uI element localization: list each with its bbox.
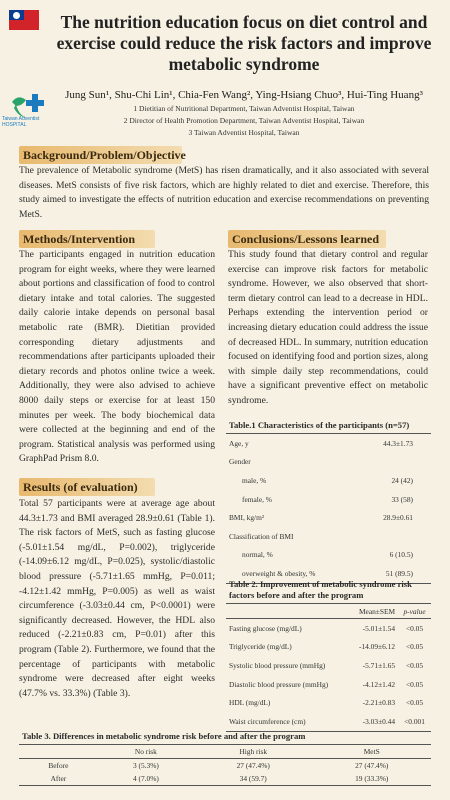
table-cell: -3.03±0.44 [362, 716, 396, 726]
table-header-row [19, 745, 431, 759]
table-cell: 34 (59.7) [239, 774, 267, 783]
table-cell: normal, % [242, 550, 273, 560]
table-cell: Gender [229, 457, 251, 467]
table-row [226, 434, 431, 453]
taiwan-flag-icon [9, 10, 39, 30]
table-3 [19, 729, 431, 786]
table-row [226, 490, 431, 509]
conclusions-heading: Conclusions/Lessons learned [228, 230, 386, 248]
affiliation-3: 3 Taiwan Adventist Hospital, Taiwan [188, 128, 300, 137]
table-header: High risk [239, 747, 268, 756]
table-cell: 51 (89.5) [385, 568, 413, 578]
table-cell: Age, y [229, 438, 249, 448]
table-cell: Classification of BMI [229, 531, 294, 541]
table-cell: -5.71±1.65 [362, 660, 396, 670]
table-cell: Fasting glucose (mg/dL) [229, 623, 302, 633]
table-cell: 27 (47.4%) [355, 761, 389, 770]
table-cell: HDL (mg/dL) [229, 698, 271, 708]
results-text: Total 57 participants were at average age about 44.3±1.73 and BMI averaged 28.9±0.61 (Table 1). The risk factors of MetS, such as fasting glucose (-5.01±1.54 mg/dL, P=0.002), triglyceride (-14.09±6.12 mg/dL, P=0.025), systolic/diastolic blood pressure (-5.71±1.65 mmHg, P=0.011; -4.12±1.42 mmHg, P=0.005) as well as waist circumference (-3.03±0.44 cm, P<0.0001) were significantly decreased. However, the HDL also reduced (-2.21±0.83 cm, P=0.01) after this program (Table 2). Furthermore, we found that the percentage of participants with metabolic syndrome were decreased after eight weeks (47.7% vs. 33.3%) (Table 3). [19, 498, 215, 699]
table-cell: 33 (58) [391, 494, 413, 504]
table-cell: -2.21±0.83 [362, 698, 396, 708]
table-row [226, 527, 431, 546]
methods-text: The participants engaged in nutrition education program for eight weeks, where they were learned about portions and classification of food to control dietary intake and total calories. The suggested daily calorie intake depends on personal basal metabolic rate (BMR). Dietitian provided corresponding dietary adjustments and recommendations after participants uploaded their dietary records and photos online twice a week. Additionally, they were also advised to achieve 8000 daily steps or exercise for at least 150 minutes per week. The body biochemical data were collected at the beginning and end of the program. Statistical analysis was performed using GraphPad Prism 8.0. [19, 249, 215, 465]
methods-heading: Methods/Intervention [19, 230, 155, 248]
table-row [226, 546, 431, 565]
table-header: MetS [363, 747, 380, 756]
table-1-caption: Table.1 Characteristics of the participants (n=57) [226, 418, 431, 434]
table-header: p-value [403, 606, 426, 616]
table-2-caption: Table 2. Improvement of metabolic syndrome risk factors before and after the program [226, 577, 431, 604]
table-header [19, 745, 98, 759]
table-cell: <0.05 [405, 679, 424, 689]
table-row [19, 759, 431, 773]
affiliation-1: 1 Dietitian of Nutritional Department, Taiwan Adventist Hospital, Taiwan [133, 104, 355, 113]
table-cell: 24 (42) [391, 475, 413, 485]
table-cell: 27 (47.4%) [236, 761, 270, 770]
table-row [226, 638, 431, 657]
table-row [226, 693, 431, 712]
table-row [226, 656, 431, 675]
table-row [226, 453, 431, 472]
table-cell: 6 (10.5) [389, 550, 413, 560]
table-row [19, 772, 431, 786]
table-cell: 3 (5.3%) [132, 761, 159, 770]
background-text: The prevalence of Metabolic syndrome (MetS) has risen dramatically, and it also associated with several diseases. MetS consists of five risk factors, which are highly related to diet and exercise. Therefore, this study aimed to investigate the effects of nutrition education and exercise recommendations on preventing MetS. [19, 165, 429, 220]
table-cell: Waist circumference (cm) [229, 716, 306, 726]
table-header: Mean±SEM [358, 606, 396, 616]
table-cell: After [50, 774, 67, 783]
table-header: No risk [134, 747, 157, 756]
table-cell: 44.3±1.73 [383, 438, 413, 448]
table-cell: male, % [242, 475, 267, 485]
poster-title: The nutrition education focus on diet control and exercise could reduce the risk factors and improve metabolic syndrome [56, 12, 432, 74]
table-cell: 4 (7.0%) [132, 774, 159, 783]
table-cell: <0.05 [405, 623, 424, 633]
affiliation-2: 2 Director of Health Promotion Department, Taiwan Adventist Hospital, Taiwan [123, 116, 365, 125]
background-heading: Background/Problem/Objective [19, 146, 182, 164]
conclusions-text: This study found that dietary control and regular exercise can improve risk factors for metabolic syndrome. However, we also observed that short-term dietary control can lead to a decrease in HDL. Perhaps extending the intervention period or increasing dietary education could address the issue of decreased HDL. In summary, nutrition education focused on identifying food and portion sizes, along with simple daily step recommendations, could have a significant preventive effect on metabolic syndrome. [228, 249, 428, 406]
table-cell: 19 (33.3%) [355, 774, 389, 783]
logo-text: Taiwan Adventist HOSPITAL [2, 116, 40, 128]
table-cell: 28.9±0.61 [383, 513, 413, 523]
table-2-body [226, 604, 431, 732]
table-cell: Systolic blood pressure (mmHg) [229, 660, 326, 670]
table-cell [358, 453, 431, 472]
authors: Jung Sun¹, Shu-Chi Lin¹, Chia-Fen Wang², Ying-Hsiang Chuo³, Hui-Ting Huang³ [65, 89, 423, 101]
table-cell: <0.001 [404, 716, 425, 726]
table-1 [226, 418, 431, 584]
table-header-row [226, 604, 431, 619]
table-cell: BMI, kg/m² [229, 513, 265, 523]
table-cell [358, 527, 431, 546]
table-header [226, 604, 349, 619]
table-row [226, 619, 431, 638]
table-cell: -14.09±6.12 [358, 642, 396, 652]
table-cell: overweight & obesity, % [242, 568, 316, 578]
table-cell: Before [48, 761, 69, 770]
table-cell: female, % [242, 494, 272, 504]
table-cell: Triglyceride (mg/dL) [229, 642, 292, 652]
table-row [226, 675, 431, 694]
table-2 [226, 577, 431, 732]
table-row [226, 471, 431, 490]
table-cell: Diastolic blood pressure (mmHg) [229, 679, 329, 689]
table-cell: <0.05 [405, 642, 424, 652]
table-cell: -4.12±1.42 [362, 679, 396, 689]
table-1-body [226, 434, 431, 584]
results-heading: Results (of evaluation) [19, 478, 155, 496]
table-row [226, 508, 431, 527]
table-cell: -5.01±1.54 [362, 623, 396, 633]
table-3-body [19, 745, 431, 786]
table-3-caption: Table 3. Differences in metabolic syndrome risk before and after the program [19, 729, 431, 745]
table-cell: <0.05 [405, 698, 424, 708]
table-cell: <0.05 [405, 660, 424, 670]
